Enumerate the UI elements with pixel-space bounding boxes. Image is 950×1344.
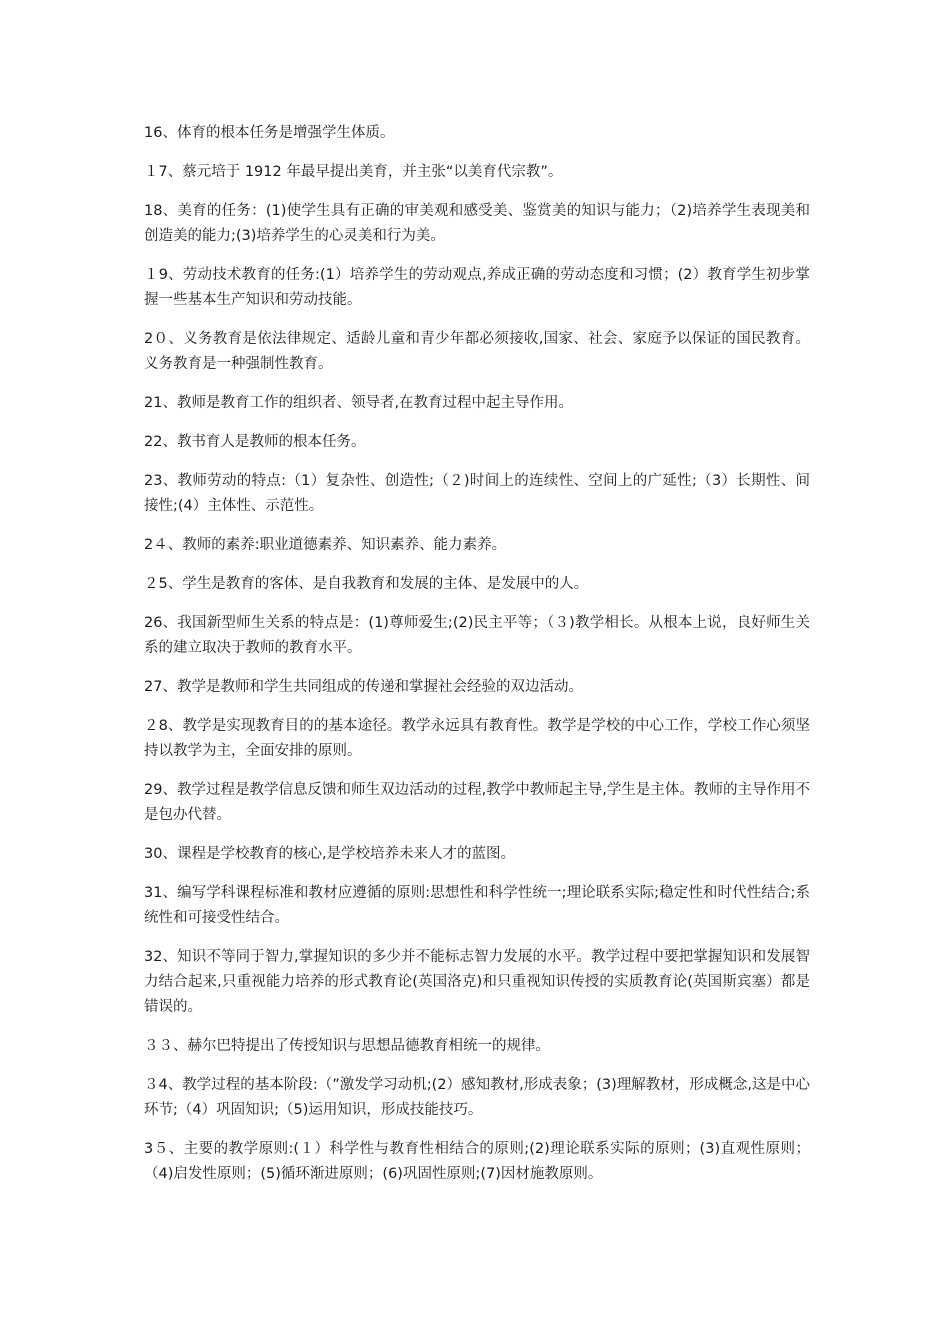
paragraph-31: 31、编写学科课程标准和教材应遵循的原则:思想性和科学性统一;理论联系实际;稳定性和时代性结合;系统性和可接受性结合。 — [144, 885, 810, 926]
paragraph-22: 22、教书育人是教师的根本任务。 — [144, 434, 366, 450]
paragraph-29: 29、教学过程是教学信息反馈和师生双边活动的过程,教学中教师起主导,学生是主体。教师的主导作用不是包办代替。 — [144, 782, 810, 823]
paragraph-27: 27、教学是教师和学生共同组成的传递和掌握社会经验的双边活动。 — [144, 679, 583, 695]
paragraph-33: ３３、赫尔巴特提出了传授知识与思想品德教育相统一的规律。 — [144, 1038, 550, 1054]
paragraph-26: 26、我国新型师生关系的特点是：(1)尊师爱生;(2)民主平等；（３)教学相长。从根本上说，良好师生关系的建立取决于教师的教育水平。 — [144, 615, 810, 656]
paragraph-21: 21、教师是教育工作的组织者、领导者,在教育过程中起主导作用。 — [144, 395, 574, 411]
paragraph-30: 30、课程是学校教育的核心,是学校培养未来人才的蓝图。 — [144, 846, 516, 862]
paragraph-20: 2０、义务教育是依法律规定、适龄儿童和青少年都必须接收,国家、社会、家庭予以保证的国民教育。义务教育是一种强制性教育。 — [144, 331, 810, 372]
paragraph-16: 16、体育的根本任务是增强学生体质。 — [144, 125, 395, 141]
paragraph-28: ２8、教学是实现教育目的的基本途径。教学永远具有教育性。教学是学校的中心工作，学校工作心须坚持以教学为主，全面安排的原则。 — [144, 718, 810, 759]
paragraph-19: １9、劳动技术教育的任务:(1）培养学生的劳动观点,养成正确的劳动态度和习惯；(2）教育学生初步掌握一些基本生产知识和劳动技能。 — [144, 267, 810, 308]
paragraph-32: 32、知识不等同于智力,掌握知识的多少并不能标志智力发展的水平。教学过程中要把掌握知识和发展智力结合起来,只重视能力培养的形式教育论(英国洛克)和只重视知识传授的实质教育论(英国斯宾塞）都是错误的。 — [144, 949, 810, 1015]
paragraph-25: ２5、学生是教育的客体、是自我教育和发展的主体、是发展中的人。 — [144, 576, 589, 592]
paragraph-18: 18、美育的任务：(1)使学生具有正确的审美观和感受美、鉴赏美的知识与能力；（2)培养学生表现美和创造美的能力;(3)培养学生的心灵美和行为美。 — [144, 203, 810, 244]
paragraph-24: 2４、教师的素养:职业道德素养、知识素养、能力素养。 — [144, 537, 507, 553]
paragraph-34: ３4、教学过程的基本阶段:（”激发学习动机;(2）感知教材,形成表象；(3)理解教材，形成概念,这是中心环节;（4）巩固知识;（5)运用知识，形成技能技巧。 — [144, 1077, 810, 1118]
paragraph-17: １7、蔡元培于 1912 年最早提出美育，并主张“以美育代宗教”。 — [144, 164, 563, 180]
paragraph-23: 23、教师劳动的特点:（1）复杂性、创造性;（２)时间上的连续性、空间上的广延性;（3）长期性、间接性;(4）主体性、示范性。 — [144, 473, 810, 514]
paragraph-35: 3５、主要的教学原则:(１）科学性与教育性相结合的原则;(2)理论联系实际的原则；(3)直观性原则；（4)启发性原则；(5)循环渐进原则；(6)巩固性原则;(7)因材施教原则。 — [144, 1141, 810, 1182]
